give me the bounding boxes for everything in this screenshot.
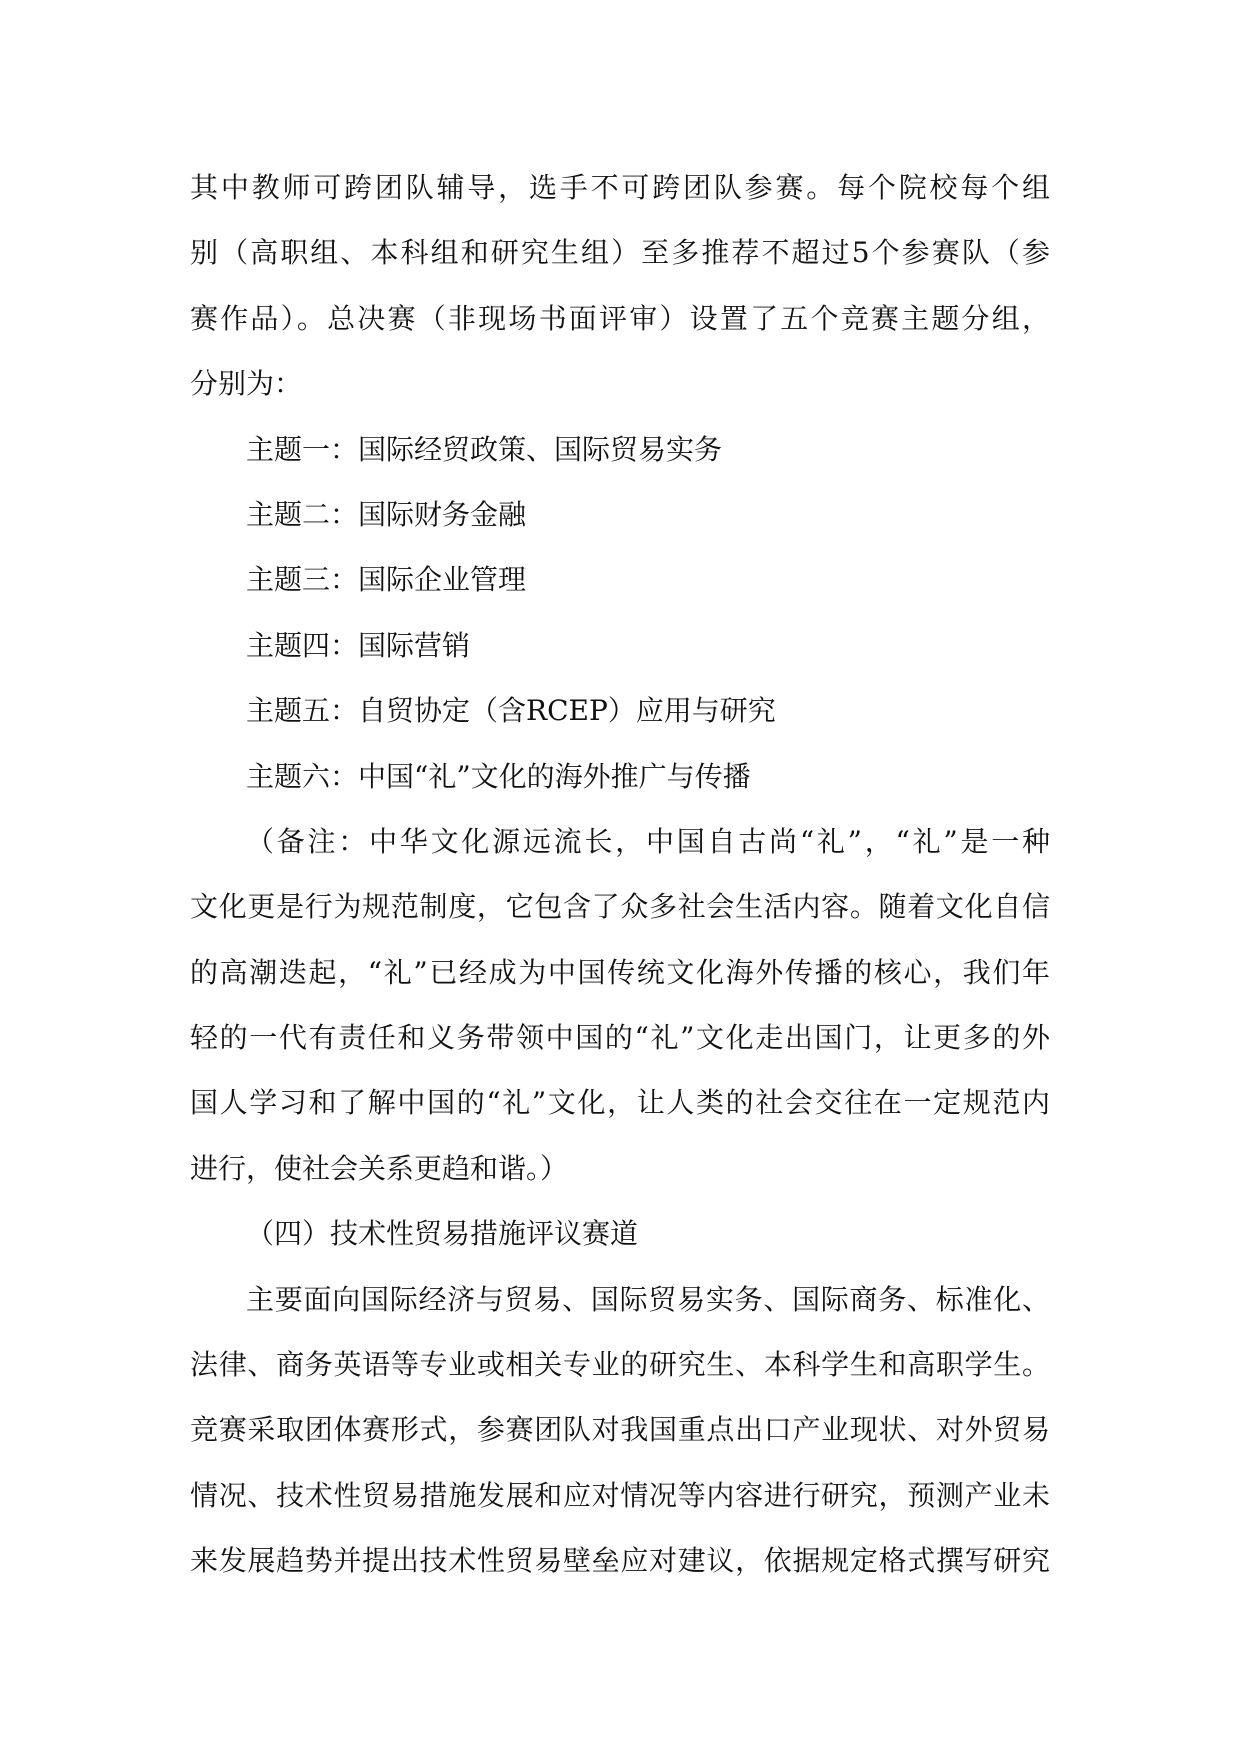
paragraph-line: 来发展趋势并提出技术性贸易壁垒应对建议，依据规定格式撰写研究 xyxy=(190,1544,1050,1578)
theme-item: 主题一：国际经贸政策、国际贸易实务 xyxy=(246,432,723,466)
note-line: 进行，使社会关系更趋和谐。） xyxy=(190,1151,569,1185)
paragraph-line: 分别为： xyxy=(190,367,303,401)
body-text xyxy=(190,155,1050,1594)
note-line: 国人学习和了解中国的“礼”文化，让人类的社会交往在一定规范内 xyxy=(190,1086,1050,1120)
paragraph-line: 主要面向国际经济与贸易、国际贸易实务、国际商务、标准化、 xyxy=(246,1282,1050,1316)
paragraph-line: 竞赛采取团体赛形式，参赛团队对我国重点出口产业现状、对外贸易 xyxy=(190,1413,1050,1447)
theme-item: 主题六：中国“礼”文化的海外推广与传播 xyxy=(246,759,751,793)
paragraph-line: 其中教师可跨团队辅导，选手不可跨团队参赛。每个院校每个组 xyxy=(190,171,1050,204)
paragraph-line: 赛作品）。总决赛（非现场书面评审）设置了五个竞赛主题分组， xyxy=(190,301,1050,335)
paragraph-line: 法律、商务英语等专业或相关专业的研究生、本科学生和高职学生。 xyxy=(190,1348,1050,1382)
paragraph-line: 情况、技术性贸易措施发展和应对情况等内容进行研究，预测产业未 xyxy=(190,1478,1050,1512)
section-heading: （四）技术性贸易措施评议赛道 xyxy=(246,1217,639,1251)
note-line: 轻的一代有责任和义务带领中国的“礼”文化走出国门，让更多的外 xyxy=(190,1021,1050,1055)
theme-item: 主题二：国际财务金融 xyxy=(246,497,527,531)
theme-item: 主题四：国际营销 xyxy=(246,628,471,662)
note-line: 文化更是行为规范制度，它包含了众多社会生活内容。随着文化自信 xyxy=(190,890,1050,924)
theme-item: 主题五：自贸协定（含RCEP）应用与研究 xyxy=(246,694,776,728)
paragraph-line: 别（高职组、本科组和研究生组）至多推荐不超过5个参赛队（参 xyxy=(190,236,1050,270)
note-line: （备注：中华文化源远流长，中国自古尚“礼”，“礼”是一种 xyxy=(246,824,1050,858)
theme-item: 主题三：国际企业管理 xyxy=(246,563,527,597)
note-line: 的高潮迭起，“礼”已经成为中国传统文化海外传播的核心，我们年 xyxy=(190,955,1050,989)
